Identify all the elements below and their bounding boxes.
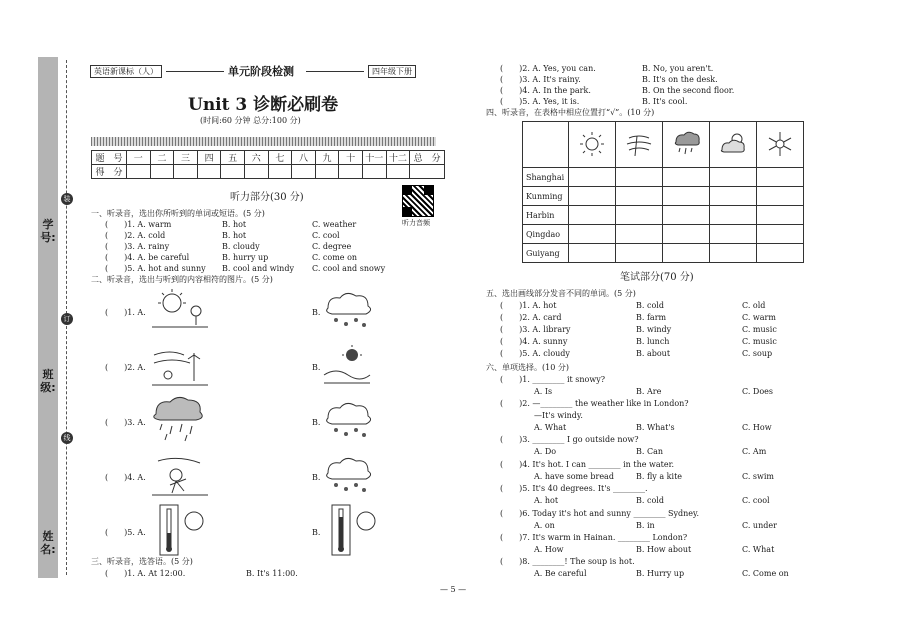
binding-hole-3: 线 — [61, 432, 73, 444]
score-cell[interactable] — [362, 165, 386, 179]
binding-hole-2: 订 — [61, 313, 73, 325]
q6-item-5[interactable]: ( )5. It's 40 degrees. It's ________. — [500, 484, 648, 493]
q6-option-a: A. have some bread — [534, 472, 614, 481]
q5-option-c: C. music — [742, 325, 777, 334]
q6-option-c: C. cool — [742, 496, 770, 505]
check-cell[interactable] — [663, 168, 710, 187]
check-cell[interactable] — [710, 187, 757, 206]
check-cell[interactable] — [710, 244, 757, 263]
student-id-label: 学号: — [40, 218, 56, 244]
q1-option-c: C. come on — [312, 253, 358, 262]
q6-option-c: C. Does — [742, 387, 773, 396]
series-title: 单元阶段检测 — [228, 65, 294, 78]
score-cell[interactable] — [197, 165, 221, 179]
snowy-icon — [766, 130, 794, 158]
q3-item-5[interactable]: ( )5. A. Yes, it is. — [500, 97, 580, 106]
written-title: 笔试部分(70 分) — [620, 272, 694, 283]
q5-option-b: B. lunch — [636, 337, 670, 346]
city-harbin: Harbin — [523, 206, 569, 225]
check-cell[interactable] — [710, 225, 757, 244]
q5-option-c: C. soup — [742, 349, 773, 358]
score-col: 二 — [150, 151, 174, 165]
score-cell[interactable] — [339, 165, 363, 179]
check-cell[interactable] — [569, 244, 616, 263]
q6-item-2[interactable]: ( )2. —________ the weather like in London? — [500, 399, 689, 408]
city-guiyang: Guiyang — [523, 244, 569, 263]
city-shanghai: Shanghai — [523, 168, 569, 187]
score-cell[interactable] — [174, 165, 198, 179]
listening-title: 听力部分(30 分) — [230, 192, 304, 203]
q6-option-b: B. fly a kite — [636, 472, 683, 481]
q3-option-b: B. On the second floor. — [642, 86, 735, 95]
q5-item-2[interactable]: ( )2. A. card — [500, 313, 562, 322]
q6-title: 六、单项选择。(10 分) — [486, 363, 569, 372]
score-row-label: 得 分 — [92, 165, 127, 179]
q1-option-b: B. hot — [222, 220, 247, 229]
cloudy-icon — [719, 130, 747, 158]
thermometer-picture-a — [158, 503, 208, 559]
check-cell[interactable] — [757, 168, 804, 187]
q6-option-b: B. What's — [636, 423, 675, 432]
q5-item-3[interactable]: ( )3. A. library — [500, 325, 571, 334]
q1-option-b: B. cloudy — [222, 242, 260, 251]
q3-option-b: B. It's 11:00. — [246, 569, 298, 578]
binding-hole-1: 装 — [61, 193, 73, 205]
q5-item-1[interactable]: ( )1. A. hot — [500, 301, 557, 310]
q6-item-3[interactable]: ( )3. ________ I go outside now? — [500, 435, 639, 444]
snowy-cloud-picture — [322, 455, 376, 495]
q6-option-a: A. What — [534, 423, 567, 432]
q6-option-b: B. How about — [636, 545, 692, 554]
q6-option-c: C. under — [742, 521, 777, 530]
rainy-icon — [672, 130, 700, 158]
snowy-cloud-picture — [322, 400, 376, 440]
q3-item-1[interactable]: ( )1. A. At 12:00. — [105, 569, 186, 578]
check-cell[interactable] — [757, 206, 804, 225]
page-number: — 5 — — [440, 585, 467, 594]
q6-option-c: C. swim — [742, 472, 775, 481]
score-col: 七 — [268, 151, 292, 165]
q2-option-b: B. — [312, 363, 321, 372]
score-cell[interactable] — [127, 165, 151, 179]
q2-item-4[interactable]: ( )4. A. — [105, 473, 146, 482]
q3-item-2[interactable]: ( )2. A. Yes, you can. — [500, 64, 596, 73]
q6-option-b: B. Are — [636, 387, 662, 396]
q6-option-c: C. What — [742, 545, 775, 554]
q1-item-4[interactable]: ( )4. A. be careful — [105, 253, 190, 262]
q2-option-b: B. — [312, 308, 321, 317]
q2-title: 二、听录音，选出与听到的内容相符的图片。(5 分) — [91, 275, 273, 284]
score-cell[interactable] — [221, 165, 245, 179]
q6-option-a: A. Do — [534, 447, 557, 456]
header-rule-left — [166, 71, 224, 72]
q5-option-b: B. windy — [636, 325, 672, 334]
q6-option-c: C. Am — [742, 447, 767, 456]
q6-option-b: B. in — [636, 521, 655, 530]
score-total-header: 总 分 — [410, 151, 445, 165]
weather-col — [616, 122, 663, 168]
check-cell[interactable] — [616, 225, 663, 244]
check-cell[interactable] — [616, 187, 663, 206]
check-cell[interactable] — [757, 225, 804, 244]
sunny-beach-picture — [322, 345, 372, 385]
binding-strip — [38, 57, 58, 578]
q1-option-c: C. cool — [312, 231, 340, 240]
q6-option-c: C. Come on — [742, 569, 789, 578]
q1-item-1[interactable]: ( )1. A. warm — [105, 220, 172, 229]
snowy-cloud-picture — [322, 290, 376, 330]
score-col: 五 — [221, 151, 245, 165]
q6-option-a: A. How — [534, 545, 564, 554]
thermometer-picture-b — [330, 503, 380, 559]
q2-item-3[interactable]: ( )3. A. — [105, 418, 146, 427]
qr-code[interactable] — [402, 185, 434, 217]
q1-item-5[interactable]: ( )5. A. hot and sunny — [105, 264, 206, 273]
score-cell[interactable] — [244, 165, 268, 179]
qr-caption: 听力音频 — [402, 219, 430, 227]
weather-col — [663, 122, 710, 168]
score-cell[interactable] — [386, 165, 410, 179]
q6-option-b: B. Hurry up — [636, 569, 685, 578]
windy-boy-picture — [150, 455, 210, 497]
weather-table — [522, 121, 804, 263]
q6-item-6[interactable]: ( )6. Today it's hot and sunny ________ Sydney. — [500, 509, 700, 518]
q6-item-8[interactable]: ( )8. ________! The soup is hot. — [500, 557, 635, 566]
q1-item-3[interactable]: ( )3. A. rainy — [105, 242, 170, 251]
q5-option-b: B. cold — [636, 301, 664, 310]
score-col: 三 — [174, 151, 198, 165]
q3-item-4[interactable]: ( )4. A. In the park. — [500, 86, 591, 95]
q5-item-4[interactable]: ( )4. A. sunny — [500, 337, 568, 346]
score-cell[interactable] — [150, 165, 174, 179]
q5-option-c: C. warm — [742, 313, 776, 322]
q5-title: 五、选出画线部分发音不同的单词。(5 分) — [486, 289, 636, 298]
q4-title: 四、听录音，在表格中相应位置打“√”。(10 分) — [486, 108, 655, 117]
q2-option-b: B. — [312, 528, 321, 537]
q3-option-b: B. It's on the desk. — [642, 75, 718, 84]
check-cell[interactable] — [710, 206, 757, 225]
city-qingdao: Qingdao — [523, 225, 569, 244]
q2-item-1[interactable]: ( )1. A. — [105, 308, 146, 317]
check-cell[interactable] — [569, 168, 616, 187]
weather-col — [710, 122, 757, 168]
q6-item-7[interactable]: ( )7. It's warm in Hainan. ________ London? — [500, 533, 688, 542]
exam-time: (时间:60 分钟 总分:100 分) — [200, 116, 301, 125]
city-kunming: Kunming — [523, 187, 569, 206]
score-cell[interactable] — [292, 165, 316, 179]
q6-option-a: A. Is — [534, 387, 553, 396]
q1-option-c: C. degree — [312, 242, 352, 251]
check-cell[interactable] — [569, 187, 616, 206]
sunny-icon — [578, 130, 606, 158]
score-header: 题 号 — [92, 151, 127, 165]
q1-option-c: C. cool and snowy — [312, 264, 386, 273]
q6-item-4[interactable]: ( )4. It's hot. I can ________ in the water. — [500, 460, 675, 469]
q2-option-b: B. — [312, 473, 321, 482]
check-cell[interactable] — [569, 225, 616, 244]
q5-option-b: B. about — [636, 349, 671, 358]
score-col: 十一 — [362, 151, 386, 165]
q1-title: 一、听录音，选出你所听到的单词或短语。(5 分) — [91, 209, 265, 218]
weather-col — [569, 122, 616, 168]
q6-option-c: C. How — [742, 423, 772, 432]
rainy-cloud-picture — [150, 394, 206, 442]
header-rule-right — [306, 71, 364, 72]
name-label: 姓名: — [40, 530, 56, 556]
score-col: 一 — [127, 151, 151, 165]
q3-option-b: B. No, you aren't. — [642, 64, 714, 73]
weather-col — [757, 122, 804, 168]
q5-option-c: C. music — [742, 337, 777, 346]
sunny-kids-picture — [150, 287, 210, 329]
check-cell[interactable] — [616, 244, 663, 263]
q6-option-a: A. Be careful — [534, 569, 587, 578]
class-label: 班级: — [40, 368, 56, 394]
check-cell[interactable] — [757, 244, 804, 263]
check-cell[interactable] — [757, 187, 804, 206]
q3-option-b: B. It's cool. — [642, 97, 688, 106]
q6-option-b: B. cold — [636, 496, 664, 505]
score-col: 八 — [292, 151, 316, 165]
q5-item-5[interactable]: ( )5. A. cloudy — [500, 349, 570, 358]
check-cell[interactable] — [569, 206, 616, 225]
q2-item-5[interactable]: ( )5. A. — [105, 528, 146, 537]
q5-option-c: C. old — [742, 301, 766, 310]
q6-option-a: A. hot — [534, 496, 559, 505]
score-total-cell[interactable] — [410, 165, 445, 179]
score-table — [91, 150, 445, 179]
check-cell[interactable] — [710, 168, 757, 187]
q1-item-2[interactable]: ( )2. A. cold — [105, 231, 166, 240]
check-cell[interactable] — [663, 225, 710, 244]
check-cell[interactable] — [663, 206, 710, 225]
q5-option-b: B. farm — [636, 313, 667, 322]
q1-option-b: B. hurry up — [222, 253, 269, 262]
edition-tag: 英语新课标（人） — [90, 65, 162, 78]
check-cell[interactable] — [663, 187, 710, 206]
score-col: 十 — [339, 151, 363, 165]
score-cell[interactable] — [315, 165, 339, 179]
score-col: 六 — [244, 151, 268, 165]
q1-option-b: B. hot — [222, 231, 247, 240]
q3-item-3[interactable]: ( )3. A. It's rainy. — [500, 75, 581, 84]
grade-tag: 四年级下册 — [368, 65, 416, 78]
q6-item-2-reply: —It's windy. — [534, 411, 583, 420]
q1-option-c: C. weather — [312, 220, 357, 229]
check-cell[interactable] — [616, 206, 663, 225]
q6-option-a: A. on — [534, 521, 555, 530]
q3-title: 三、听录音，选答语。(5 分) — [91, 557, 193, 566]
q6-item-1[interactable]: ( )1. ________ it snowy? — [500, 375, 606, 384]
score-col: 九 — [315, 151, 339, 165]
corner-cell — [523, 122, 569, 168]
windy-icon — [625, 130, 653, 158]
windy-scene-picture — [150, 345, 210, 387]
score-cell[interactable] — [268, 165, 292, 179]
q6-option-b: B. Can — [636, 447, 664, 456]
page-title: Unit 3 诊断必刷卷 — [188, 95, 339, 115]
score-col: 四 — [197, 151, 221, 165]
q2-option-b: B. — [312, 418, 321, 427]
decorative-stripe — [91, 137, 436, 146]
q1-option-b: B. cool and windy — [222, 264, 294, 273]
q2-item-2[interactable]: ( )2. A. — [105, 363, 146, 372]
check-cell[interactable] — [616, 168, 663, 187]
check-cell[interactable] — [663, 244, 710, 263]
score-col: 十二 — [386, 151, 410, 165]
